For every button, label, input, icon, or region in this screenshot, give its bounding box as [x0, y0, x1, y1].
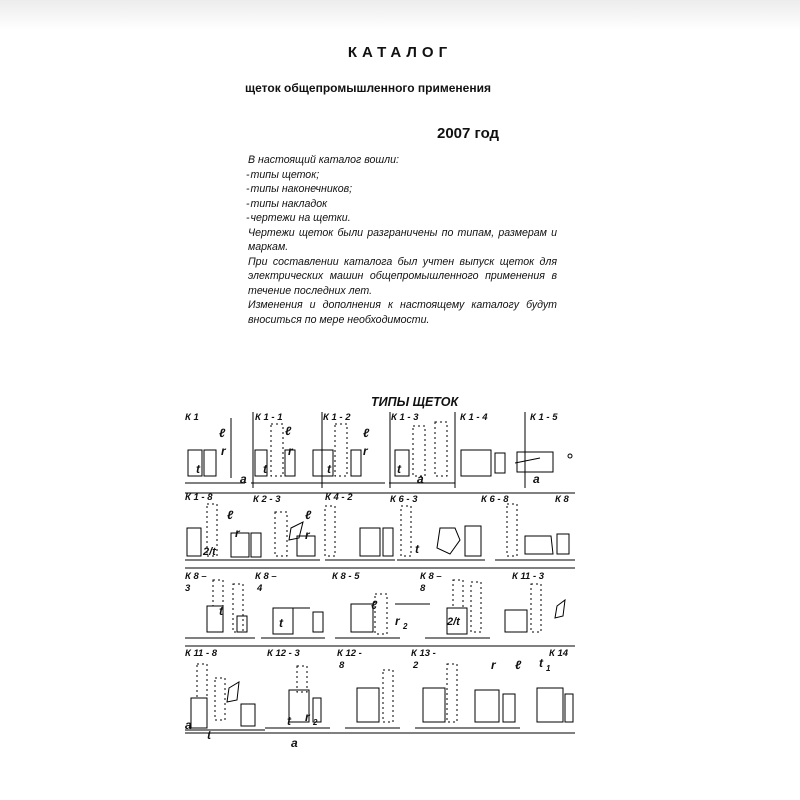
brush-shunt-drawing: [507, 504, 517, 556]
brush-side-drawing: [313, 612, 323, 632]
dimension-symbol: t: [219, 604, 223, 618]
brush-angle-drawing: [227, 682, 239, 702]
brush-type-label: К 13 -: [411, 648, 436, 659]
intro-item: - чертежи на щетки.: [222, 211, 557, 226]
brush-body-drawing: [537, 688, 563, 722]
dimension-symbol: t: [327, 462, 331, 476]
page-subtitle: щеток общепромышленного применения: [245, 81, 491, 95]
brush-type-label: 8: [339, 660, 345, 671]
brush-body-drawing: [461, 450, 491, 476]
dimension-symbol: ℓ: [371, 598, 378, 612]
brush-side-drawing: [383, 528, 393, 556]
dimension-symbol-subscript: 2: [313, 718, 318, 727]
dimension-symbol: ℓ: [285, 424, 292, 438]
dimension-symbol: 2/t: [203, 546, 216, 558]
brush-type-label: 3: [185, 583, 191, 594]
intro-lead: В настоящий каталог вошли:: [248, 154, 399, 166]
brush-angle-drawing: [555, 600, 565, 618]
dimension-symbol: r: [491, 658, 496, 672]
brush-shunt-drawing: [197, 664, 207, 698]
brush-type-label: К 1 - 2: [323, 412, 351, 423]
brush-body-drawing: [465, 526, 481, 556]
dimension-symbol: t: [196, 462, 200, 476]
brush-shunt-drawing: [335, 424, 347, 476]
brush-shunt-drawing: [447, 664, 457, 722]
dimension-symbol: r: [305, 710, 310, 724]
brush-shunt-drawing: [297, 666, 307, 692]
brush-shunt-drawing: [453, 580, 463, 608]
dimension-symbol: t: [539, 656, 543, 670]
brush-side-drawing: [557, 534, 569, 554]
brush-body-drawing: [187, 528, 201, 556]
brush-drawings: [185, 408, 575, 758]
brush-type-label: К 6 - 3: [390, 494, 418, 505]
intro-text: [222, 153, 557, 327]
intro-item: - типы наконечников;: [222, 182, 557, 197]
brush-type-label: 4: [257, 583, 263, 594]
brush-type-label: К 11 - 3: [512, 571, 545, 582]
dimension-symbol: t: [397, 462, 401, 476]
catalog-year: 2007 год: [437, 125, 500, 142]
intro-paragraph: При составлении каталога был учтен выпуск щеток для электрических машин общепромышленного применения в течение последних лет.: [248, 255, 557, 297]
dimension-symbol: t: [279, 616, 283, 630]
brush-side-drawing: [503, 694, 515, 722]
brush-detail: [568, 454, 572, 458]
brush-shunt-drawing: [435, 422, 447, 476]
dimension-line: [515, 458, 540, 463]
dimension-symbol: ℓ: [515, 658, 522, 672]
brush-body-drawing: [357, 688, 379, 722]
brush-shunt-drawing: [383, 670, 393, 722]
dimension-symbol: t: [263, 462, 267, 476]
intro-paragraph: Изменения и дополнения к настоящему каталогу будут вноситься по мере необходимости.: [248, 299, 557, 326]
dimension-symbol: a: [417, 472, 424, 486]
brush-type-label: К 12 - 3: [267, 648, 300, 659]
brush-types-catalog: [185, 408, 575, 758]
intro-paragraph: Чертежи щеток были разграничены по типам, размерам и маркам.: [248, 226, 557, 253]
brush-side-drawing: [204, 450, 216, 476]
brush-shunt-drawing: [271, 424, 283, 476]
brush-side-drawing: [495, 453, 505, 473]
dimension-symbol: t: [415, 542, 419, 556]
brush-body-drawing: [423, 688, 445, 722]
brush-body-drawing: [505, 610, 527, 632]
brush-body-drawing: [475, 690, 499, 722]
brush-shunt-drawing: [471, 582, 481, 632]
brush-shaped-drawing: [437, 528, 460, 554]
dimension-symbol: r: [395, 614, 400, 628]
brush-type-label: 2: [413, 660, 419, 671]
brush-shunt-drawing: [215, 678, 225, 720]
dimension-symbol: ℓ: [227, 508, 234, 522]
dimension-symbol: ℓ: [219, 426, 226, 440]
dimension-symbol: a: [291, 736, 298, 750]
brush-side-drawing: [237, 616, 247, 632]
brush-type-label: К 1 - 3: [391, 412, 419, 423]
brush-side-drawing: [565, 694, 573, 722]
dimension-symbol: ℓ: [363, 426, 370, 440]
brush-shunt-drawing: [275, 512, 287, 556]
brush-type-label: К 11 - 8: [185, 648, 218, 659]
dimension-symbol: t: [287, 714, 291, 728]
dimension-symbol: 2/t: [447, 616, 460, 628]
dimension-symbol-subscript: 1: [546, 664, 551, 673]
page-title: КАТАЛОГ: [347, 44, 453, 61]
brush-angle-drawing: [289, 522, 303, 540]
brush-type-label: К 1 - 5: [530, 412, 558, 423]
brush-type-label: К 12 -: [337, 648, 362, 659]
intro-item: - типы щеток;: [222, 168, 557, 183]
dimension-symbol-subscript: 2: [403, 622, 408, 631]
brush-type-label: К 1: [185, 412, 199, 423]
dimension-symbol: a: [240, 472, 247, 486]
intro-item: - типы накладок: [222, 197, 557, 212]
brush-body-drawing: [360, 528, 380, 556]
dimension-symbol: t: [207, 728, 211, 742]
brush-shunt-drawing: [233, 584, 243, 632]
scan-top-shadow: [0, 0, 800, 30]
brush-side-drawing: [241, 704, 255, 726]
brush-shunt-drawing: [213, 580, 223, 606]
section-title: ТИПЫ ЩЕТОК: [371, 395, 459, 409]
brush-type-label: К 4 - 2: [325, 492, 353, 503]
brush-type-label: К 1 - 8: [185, 492, 213, 503]
brush-type-label: К 6 - 8: [481, 494, 509, 505]
brush-shunt-drawing: [413, 426, 425, 476]
dimension-symbol: r: [305, 528, 310, 542]
dimension-symbol: r: [221, 444, 226, 458]
brush-body-drawing: [191, 698, 207, 728]
brush-type-label: К 8 –: [185, 571, 207, 582]
brush-type-label: К 8 –: [255, 571, 277, 582]
dimension-symbol: a: [185, 718, 192, 732]
brush-type-label: 8: [420, 583, 426, 594]
brush-body-drawing: [273, 608, 293, 634]
brush-type-label: К 1 - 4: [460, 412, 488, 423]
brush-shaped-drawing: [525, 536, 553, 554]
dimension-symbol: ℓ: [305, 508, 312, 522]
brush-type-label: К 8: [555, 494, 569, 505]
brush-shunt-drawing: [325, 506, 335, 556]
dimension-symbol: r: [235, 526, 240, 540]
brush-body-drawing: [351, 604, 373, 632]
brush-type-label: К 8 - 5: [332, 571, 360, 582]
brush-shunt-drawing: [531, 584, 541, 632]
brush-side-drawing: [251, 533, 261, 557]
brush-type-label: К 2 - 3: [253, 494, 281, 505]
dimension-symbol: r: [288, 444, 293, 458]
brush-side-drawing: [351, 450, 361, 476]
brush-body-drawing: [231, 533, 249, 557]
brush-type-label: К 14: [549, 648, 569, 659]
brush-shunt-drawing: [401, 506, 411, 556]
brush-type-label: К 8 –: [420, 571, 442, 582]
brush-type-label: К 1 - 1: [255, 412, 283, 423]
dimension-symbol: a: [533, 472, 540, 486]
dimension-symbol: r: [363, 444, 368, 458]
